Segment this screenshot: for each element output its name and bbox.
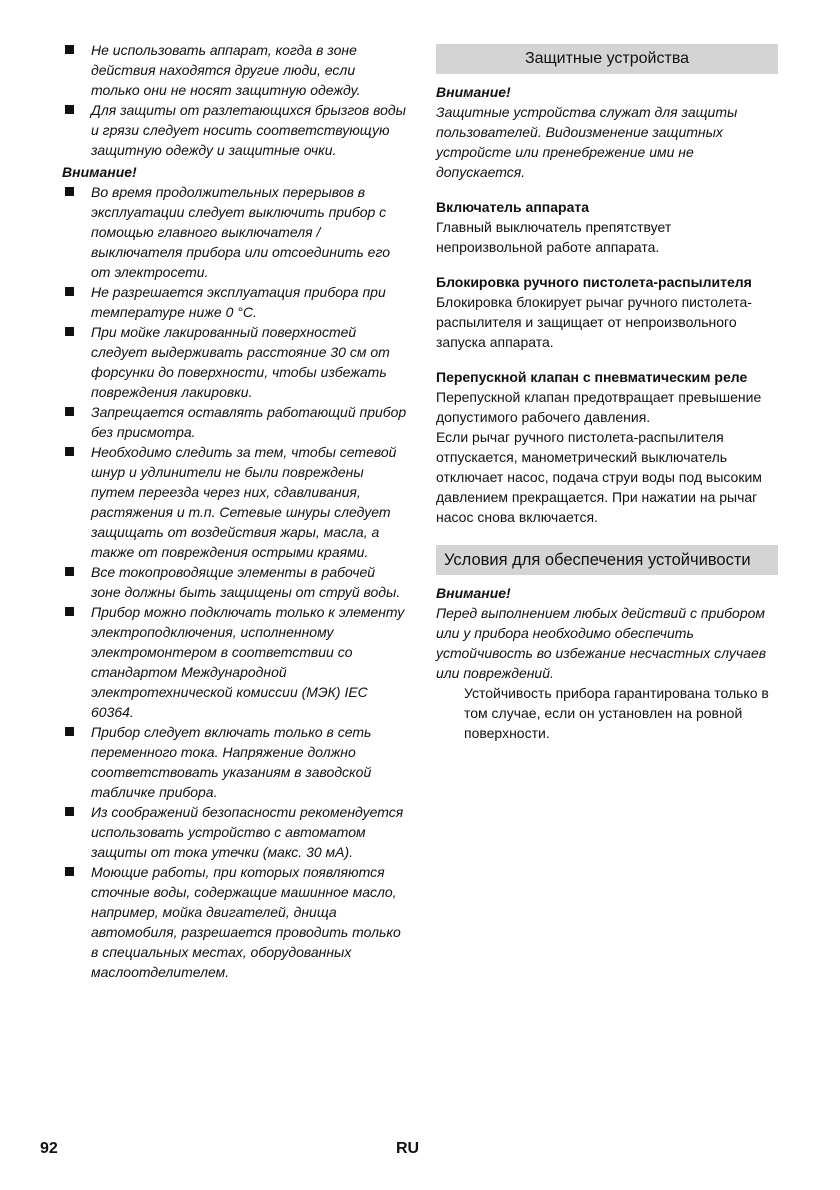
left-column [62, 40, 407, 982]
bullet-item: Моющие работы, при которых появляются сточные воды, содержащие машинное масло, например, мойка двигателей, днища автомобиля, разрешается проводить только в специальных местах, оборудованных маслоотделителем. [62, 862, 407, 982]
bullet-item: Все токопроводящие элементы в рабочей зоне должны быть защищены от струй воды. [62, 562, 407, 602]
bullet-item: Из соображений безопасности рекомендуется использовать устройство с автоматом защиты от тока утечки (макс. 30 мА). [62, 802, 407, 862]
bullet-item: Прибор можно подключать только к элементу электроподключения, исполненному электромонтером в соответствии со стандартом Международной электротехнической комиссии (МЭК) IEC 60364. [62, 602, 407, 722]
bullet-item: Для защиты от разлетающихся брызгов воды и грязи следует носить соответствующую защитную одежду и защитные очки. [62, 100, 407, 160]
bullet-item: Не разрешается эксплуатация прибора при температуре ниже 0 °C. [62, 282, 407, 322]
bullet-item: Необходимо следить за тем, чтобы сетевой шнур и удлинители не были повреждены путем переезда через них, сдавливания, растяжения и т.п. Сетевые шнуры следует защищать от воздействия жары, масла, а также от повреждения острыми краями. [62, 442, 407, 562]
bullet-item: Не использовать аппарат, когда в зоне действия находятся другие люди, если только они не носят защитную одежду. [62, 40, 407, 100]
right-column [436, 44, 778, 743]
subheading-device-switch: Включатель аппарата [436, 199, 590, 215]
subheading-gun-lock: Блокировка ручного пистолета-распылителя [436, 274, 752, 290]
paragraph: Блокировка блокирует рычаг ручного пистолета-распылителя и защищает от непроизвольного запуска аппарата. [436, 294, 752, 350]
warning-label: Внимание! [436, 585, 511, 601]
warning-text: Защитные устройства служат для защиты пользователей. Видоизменение защитных устройсте или пренебрежение ими не допускается. [436, 104, 738, 180]
bullet-list-main [62, 182, 407, 982]
bullet-item: Прибор следует включать только в сеть переменного тока. Напряжение должно соответствовать указаниям в заводской табличке прибора. [62, 722, 407, 802]
bullet-item: Запрещается оставлять работающий прибор без присмотра. [62, 402, 407, 442]
section-title-protective-devices: Защитные устройства [436, 44, 778, 74]
warning-label: Внимание! [62, 164, 137, 180]
subheading-bypass-valve: Перепускной клапан с пневматическим реле [436, 369, 748, 385]
bullet-list-top [62, 40, 407, 160]
warning-text: Перед выполнением любых действий с прибором или у прибора необходимо обеспечить устойчивость во избежание несчастных случаев или повреждений. [436, 605, 767, 681]
section-title-stability: Условия для обеспечения устойчивости [436, 545, 778, 575]
bullet-item: Во время продолжительных перерывов в эксплуатации следует выключить прибор с помощью главного выключателя / выключателя прибора или отсоединить его от электросети. [62, 182, 407, 282]
paragraph: Перепускной клапан предотвращает превышение допустимого рабочего давления. [436, 389, 762, 425]
page-number: 92 [40, 1140, 58, 1157]
language-code: RU [396, 1140, 420, 1157]
paragraph: Главный выключатель препятствует непроизвольной работе аппарата. [436, 219, 672, 255]
paragraph: Устойчивость прибора гарантирована только в том случае, если он установлен на ровной поверхности. [464, 685, 769, 741]
bullet-item: При мойке лакированный поверхностей следует выдерживать расстояние 30 см от форсунки до поверхности, чтобы избежать повреждения лакировки. [62, 322, 407, 402]
paragraph: Если рычаг ручного пистолета-распылителя отпускается, манометрический выключатель отключает насос, подача струи воды под высоким давлением прекращается. При нажатии на рычаг насос снова включается. [436, 429, 762, 525]
warning-label: Внимание! [436, 84, 511, 100]
